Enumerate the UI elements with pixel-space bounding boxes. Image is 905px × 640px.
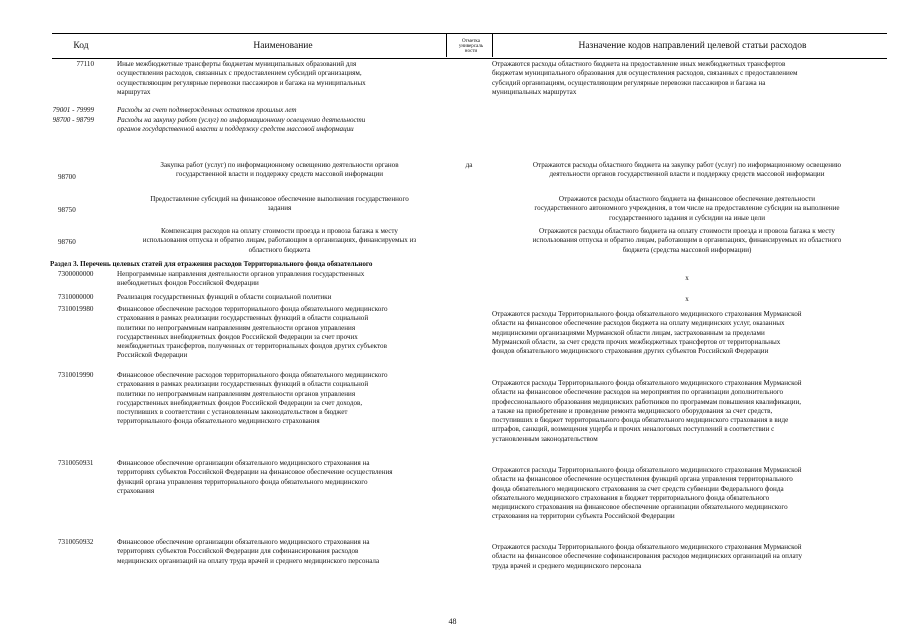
row-flag: да — [465, 161, 473, 169]
row-code: 7310050931 — [58, 459, 94, 467]
row-name: Расходы за счет подтвержденных остатков прошлых лет — [117, 106, 297, 114]
row-name: Предоставление субсидий на финансовое обеспечение выполнения государственного задания — [150, 195, 409, 213]
row-code: 98750 — [58, 206, 76, 214]
page-number: 48 — [448, 617, 457, 626]
row-purpose: Отражаются расходы Территориального фонда обязательного медицинского страхования Мурманской области на финансовое обеспечение софинансирования расходов медицинских организаций на оплату труда врачей и среднего медицинского персонала — [492, 543, 803, 570]
row-name: Компенсация расходов на оплату стоимости проезда и провоза багажа к месту использования отпуска и обратно лицам, работающим в организациях, финансируемых из областного бюджета — [142, 227, 417, 254]
row-purpose: Отражаются расходы Территориального фонда обязательного медицинского страхования Мурманской области на финансовое обеспечение осуществления функций органа управления территориального фонда обязательного медицинского страхования за счет средств субвенции Федерального фонда обязательного медицинского страхования в бюджет территориального фонда обязательного медицинского страхования на финансовое обеспечение организации обязательного медицинского страхования на территории субъекта Российской Федерации — [492, 466, 802, 521]
row-purpose: x — [685, 295, 689, 303]
row-code: 98760 — [58, 238, 76, 246]
row-name: Расходы на закупку работ (услуг) по информационному освещению деятельности органов государственной власти и поддержку средств массовой информации — [117, 116, 366, 134]
row-name: Финансовое обеспечение расходов территориального фонда обязательного медицинского страхования в рамках реализации государственных функций в области социальной политики по непрограммным направлениям деятельности органов управления государственных внебюджетных фондов Российской Федерации за счет доходов, поступивших в соответствии с установленным законодательством в бюджет территориального фонда обязательного медицинского страхования — [117, 371, 388, 426]
row-name: Иные межбюджетные трансферты бюджетам муниципальных образований для осуществления расходов, связанных с предоставлением субсидий организациям, осуществляющим регулярные перевозки пассажиров и багажа на муниципальных маршрутах — [117, 60, 366, 96]
row-code: 7310000000 — [58, 293, 94, 301]
header-purpose: Назначение кодов направлений целевой статьи расходов — [578, 41, 807, 51]
row-name: Реализация государственных функций в области социальной политики — [117, 293, 332, 301]
table-header — [52, 33, 887, 59]
header-divider — [492, 33, 493, 57]
header-name: Наименование — [253, 41, 313, 51]
row-purpose: Отражаются расходы Территориального фонда обязательного медицинского страхования Мурманской области на финансовое обеспечение расходов бюджета на оплату медицинских услуг, оказанных медицинскими организациями Мурманской области лицам, застрахованным за пределами Мурманской области, за счет средств прочих межбюджетных трансфертов от территориальных фондов обязательного медицинского страхования других субъектов Российской Федерации — [492, 310, 802, 356]
header-flag: Отметка универсаль ности — [458, 38, 484, 54]
row-code: 79001 - 79999 — [52, 106, 94, 114]
row-code: 7310019980 — [58, 305, 94, 313]
row-code: 98700 — [58, 173, 76, 181]
row-purpose: Отражаются расходы областного бюджета на предоставление иных межбюджетных трансфертов бюджетам муниципального образования для осуществления расходов, связанных с предоставлением субсидий организациям, осуществляющим регулярные перевозки пассажиров и багажа на муниципальных маршрутах — [492, 60, 798, 96]
section-heading: Раздел 3. Перечень целевых статей для отражения расходов Территориального фонда обязательного — [50, 260, 373, 268]
row-code: 7310019990 — [58, 371, 94, 379]
row-purpose: Отражаются расходы областного бюджета на финансовое обеспечение деятельности государственного автономного учреждения, в том числе на предоставление субсидии на выполнение государственного задания и субсидии на иные цели — [534, 195, 840, 222]
row-purpose: Отражаются расходы областного бюджета на оплату стоимости проезда и провоза багажа к месту использования отпуска и обратно лицам, работающим в организациях, финансируемых из областного бюджета (средства массовой информации) — [532, 227, 842, 254]
row-purpose: Отражаются расходы Территориального фонда обязательного медицинского страхования Мурманской области на финансовое обеспечение расходов на мероприятия по организации дополнительного профессионального образования медицинских работников по программам повышения квалификации, а также на приобретение и проведение ремонта медицинского оборудования за счет средств, поступивших в бюджет территориального фонда обязательного медицинского страхования в виде штрафов, санкций, возмещения ущерба и прочих неналоговых поступлений в соответствии с установленным законодательством — [492, 379, 802, 443]
row-purpose: x — [685, 274, 689, 282]
row-name: Непрограммные направления деятельности органов управления государственных внебюджетных фондов Российской Федерации — [117, 270, 365, 288]
row-name: Финансовое обеспечение организации обязательного медицинского страхования на территориях субъектов Российской Федерации на финансовое обеспечение осуществления функций органа управления территориального фонда обязательного медицинского страхования — [117, 459, 393, 495]
row-code: 7310050932 — [58, 538, 94, 546]
row-name: Финансовое обеспечение организации обязательного медицинского страхования на территориях субъектов Российской Федерации для софинансирования расходов медицинских организаций на оплату труда врачей и среднего медицинского персонала — [117, 538, 380, 565]
row-name: Закупка работ (услуг) по информационному освещению деятельности органов государственной власти и поддержку средств массовой информации — [160, 161, 399, 179]
row-code: 77110 — [76, 60, 94, 68]
row-code: 7300000000 — [58, 270, 94, 278]
row-code: 98700 - 98799 — [52, 116, 94, 124]
header-code: Код — [73, 41, 89, 51]
row-purpose: Отражаются расходы областного бюджета на закупку работ (услуг) по информационному освещению деятельности органов государственной власти и поддержку средств массовой информации — [532, 161, 842, 179]
header-divider — [446, 33, 447, 57]
row-name: Финансовое обеспечение расходов территориального фонда обязательного медицинского страхования в рамках реализации государственных функций в области социальной политики по непрограммным направлениям деятельности органов управления государственных внебюджетных фондов Российской Федерации за счет прочих межбюджетных трансфертов, полученных от территориальных фондов других субъектов Российской Федерации — [117, 305, 388, 360]
